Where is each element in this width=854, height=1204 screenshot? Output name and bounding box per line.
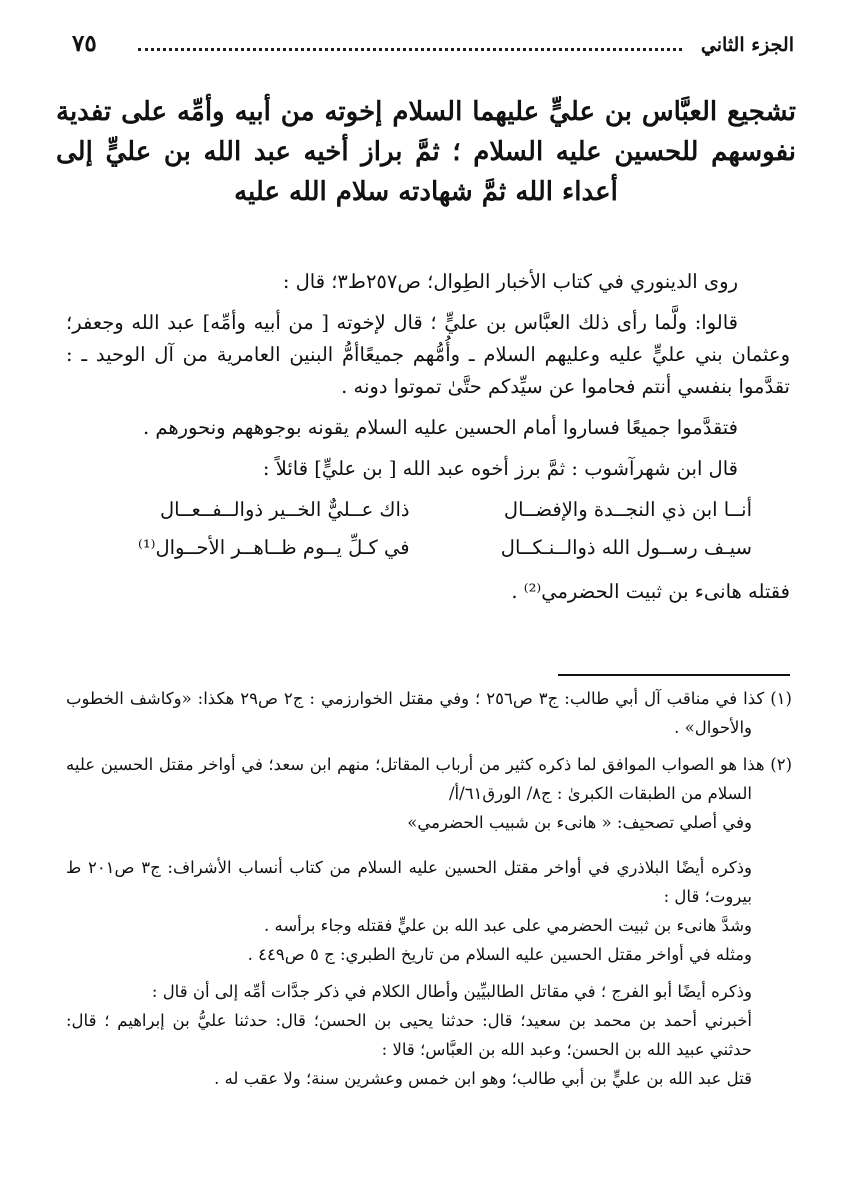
footnote-2-line: وذكره أيضًا البلاذري في أواخر مقتل الحسين عليه السلام من كتاب أنساب الأشراف: ج٣ ص٢٠١ ط بيروت؛ قال :	[66, 858, 752, 906]
paragraph-narration: قالوا: ولَّما رأى ذلك العبَّاس بن عليٍّ ؛ قال لإخوته [ من أبيه وأمِّه] عبد الله وجعفر؛ وعثمان بني عليٍّ عليه وعليهم السلام ـ وأُمُّهم جميعًاأمُّ البنين العامرية من آل الوحيد ـ : تقدَّموا بنفسي أنتم فحاموا عن سيِّدكم حتَّىٰ تموتوا دونه .	[66, 311, 790, 398]
poem-verse	[66, 491, 790, 529]
footnote-2-line: أخبرني أحمد بن محمد بن سعيد؛ قال: حدثنا يحيى بن الحسن؛ قال: حدثنا عليُّ بن إبراهيم ؛ قال: حدثني عبيد الله بن الحسن؛ وعبد الله بن العبَّاس؛ قالا :	[66, 1011, 752, 1059]
chapter-title: تشجيع العبَّاس بن عليٍّ عليهما السلام إخوته من أبيه وأمِّه على تفدية نفوسهم للحسين عليه السلام ؛ ثمَّ براز أخيه عبد الله بن عليٍّ إلى أعداء الله ثمَّ شهادته سلام الله عليه	[56, 97, 796, 207]
leader-dots	[138, 48, 682, 51]
footnote-divider	[558, 674, 790, 676]
footnotes	[66, 684, 792, 1093]
footnote-2: (٢) هذا هو الصواب الموافق لما ذكره كثير من أرباب المقاتل؛ منهم ابن سعد؛ في أواخر مقتل الحسين عليه السلام من الطبقات الكبرىٰ : ج٨/ الورق٦١/أ/	[66, 755, 792, 803]
verse-first-hemistich: سيـف رســول الله ذوالــنـكــال	[500, 536, 752, 559]
verse-first-hemistich: أنــا ابن ذي النجــدة والإفضــال	[503, 498, 752, 521]
paragraph-source: روى الدينوري في كتاب الأخبار الطِوال؛ ص٢٥٧ط٣؛ قال :	[282, 270, 738, 293]
footnote-2-line: وفي أصلي تصحيف: « هانىء بن شبيب الحضرمي»	[407, 813, 752, 832]
footnote-1: (١) كذا في مناقب آل أبي طالب: ج٣ ص٢٥٦ ؛ وفي مقتل الخوارزمي : ج٢ ص٢٩ هكذا: «وكاشف الخطوب والأحوال» .	[66, 689, 792, 737]
page-number: ٧٥	[72, 30, 97, 57]
volume-label: الجزء الثاني	[700, 34, 794, 56]
footnote-2-line: وشدَّ هانىء بن ثبيت الحضرمي على عبد الله بن عليٍّ فقتله وجاء برأسه .	[264, 916, 752, 935]
paragraph-killed: فقتله هانىء بن ثبيت الحضرمي⁽²⁾ .	[511, 580, 790, 603]
main-text	[66, 266, 790, 608]
paragraph-advance: فتقدَّموا جميعًا فساروا أمام الحسين عليه السلام يقونه بوجوههم ونحورهم .	[142, 416, 738, 439]
verse-second-hemistich: في كـلِّ يــوم ظــاهــر الأحــوال⁽¹⁾	[138, 536, 410, 559]
poem	[66, 491, 790, 567]
footnote-2-line: قتل عبد الله بن عليٍّ بن أبي طالب؛ وهو ابن خمس وعشرين سنة؛ ولا عقب له .	[214, 1069, 752, 1088]
poem-verse	[66, 529, 790, 567]
footnote-2-line: وذكره أيضًا أبو الفرج ؛ في مقاتل الطالبيِّين وأطال الكلام في ذكر جدَّات أمِّه إلى أن قال :	[151, 982, 752, 1001]
footnote-2-line: ومثله في أواخر مقتل الحسين عليه السلام من تاريخ الطبري: ج ٥ ص٤٤٩ .	[247, 945, 752, 964]
verse-second-hemistich: ذاك عــليٌّ الخــير ذوالــفــعــال	[159, 498, 410, 521]
paragraph-ibn-shahrashub: قال ابن شهرآشوب : ثمَّ برز أخوه عبد الله [ بن عليٍّ] قائلاً :	[262, 457, 738, 480]
running-header	[72, 28, 794, 64]
